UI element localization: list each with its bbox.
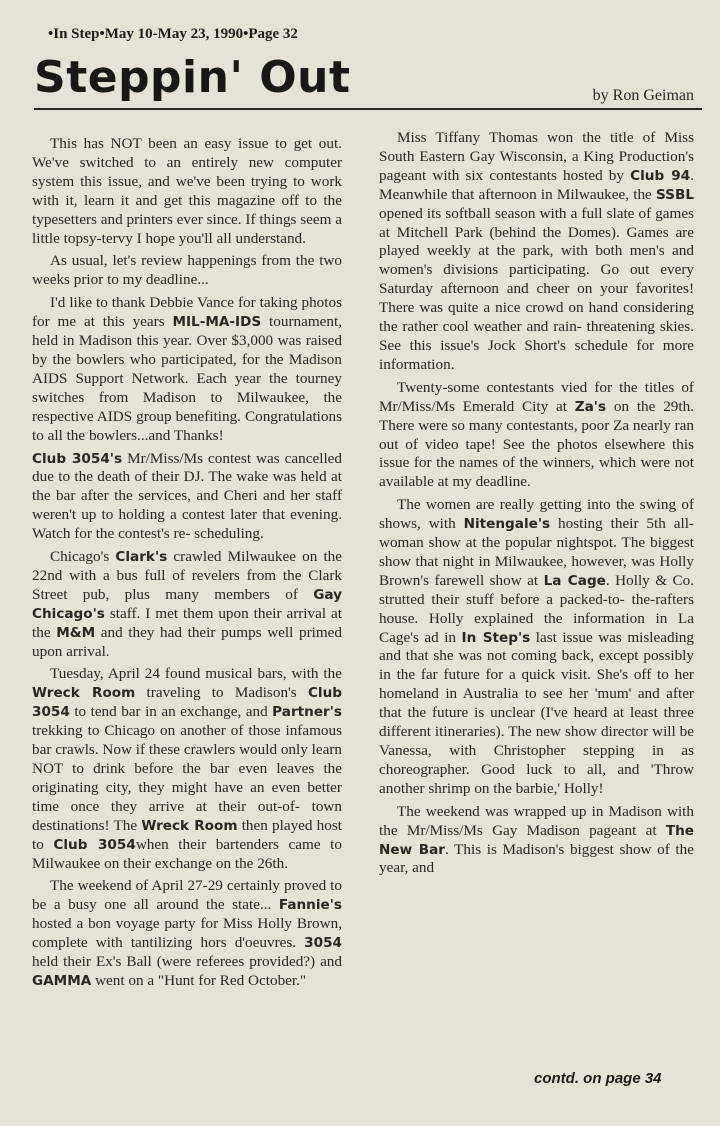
venue-name: Za's	[574, 398, 607, 415]
header-rule	[34, 108, 702, 110]
paragraph: The weekend of April 27-29 certainly proved to be a busy one all around the state... Fannie's hosted a bon voyage party for Miss Holly Brown, complete with tantilizing hors d'oeuvres. 3054 held their Ex's Ball (were referees provided?) and GAMMA went on a "Hunt for Red October."	[32, 877, 342, 989]
paragraph: Chicago's Clark's crawled Milwaukee on the 22nd with a bus full of revelers from the Clark Street pub, plus many members of Gay Chicago's staff. I met them upon their arrival at the M&M and they had their pumps well primed upon arrival.	[32, 548, 342, 660]
venue-name: GAMMA	[32, 972, 92, 989]
paragraph: Tuesday, April 24 found musical bars, with the Wreck Room traveling to Madison's Club 3054 to tend bar in an exchange, and Partner's trekking to Chicago on another of those infamous bar crawls. Now if these crawlers would only learn NOT to drink before the bar even leaves the originating city, they might have an even better time once they arrive at their out-of- town destinations! The Wreck Room then played host to Club 3054when their bartenders came to Milwaukee on their exchange on the 26th.	[32, 665, 342, 872]
venue-name: 3054	[304, 935, 342, 952]
byline: by Ron Geiman	[592, 87, 694, 104]
right-column	[379, 129, 694, 882]
venue-name: La Cage	[543, 572, 606, 589]
venue-name: Partner's	[272, 704, 342, 721]
paragraph: The weekend was wrapped up in Madison with the Mr/Miss/Ms Gay Madison pageant at The New Bar. This is Madison's biggest show of the year, and	[379, 802, 694, 877]
venue-name: Club 3054's	[32, 450, 123, 467]
column-title: Steppin' Out	[34, 52, 351, 103]
venue-name: Clark's	[115, 549, 168, 566]
venue-name: Club 94	[630, 167, 691, 184]
venue-name: MIL-MA-IDS	[172, 314, 262, 331]
paragraph: Club 3054's Mr/Miss/Ms contest was cancelled due to the death of their DJ. The wake was held at the bar after the services, and Cheri and her staff weren't up to holding a contest later that evening. Watch for the contest's re- scheduling.	[32, 449, 342, 543]
venue-name: SSBL	[656, 186, 694, 203]
venue-name: The New Bar	[379, 822, 694, 858]
paragraph: The women are really getting into the swing of shows, with Nitengale's hosting their 5th all- woman show at the popular nightspot. The biggest show that night in Milwaukee, however, was Holly Brown's farewell show at La Cage. Holly & Co. strutted their stuff before a packed-to- the-rafters house. Holly explained the information in La Cage's ad in In Step's last issue was misleading and that she was not coming back, except possibly in the far future for a quick visit. She's off to her homeland in Australia to see her 'mum' and after that the future is unclear (I've heard at least three different itineraries). The new show director will be Vanessa, with Christopher stepping in as choreographer. Good luck to all, and 'Throw another shrimp on the barbie,' Holly!	[379, 496, 694, 797]
paragraph: This has NOT been an easy issue to get out. We've switched to an entirely new computer system this issue, and we've been trying to work with it, learn it and get this magazine off to the typesetters and printers ever since. If things seem a little topsy-tervy I hope you'll all understand.	[32, 135, 342, 247]
venue-name: Wreck Room	[32, 685, 136, 702]
paragraph: I'd like to thank Debbie Vance for taking photos for me at this years MIL-MA-IDS tournament, held in Madison this year. Over $3,000 was raised by the bowlers who participated, for the Madison AIDS Support Network. Each year the tourney switches from Madison to Milwaukee, the respective AIDS group benefiting. Congratulations to all the bowlers...and Thanks!	[32, 294, 343, 444]
masthead: •In Step•May 10-May 23, 1990•Page 32	[48, 26, 298, 42]
continued-note: contd. on page 34	[534, 1070, 662, 1087]
venue-name: Gay Chicago's	[32, 586, 342, 622]
venue-name: Club 3054	[32, 685, 342, 721]
venue-name: Nitengale's	[463, 516, 551, 533]
venue-name: Fannie's	[278, 897, 342, 914]
venue-name: Wreck Room	[141, 817, 238, 834]
publication-name: In Step's	[461, 629, 531, 646]
venue-name: M&M	[56, 624, 96, 641]
paragraph: Twenty-some contestants vied for the titles of Mr/Miss/Ms Emerald City at Za's on the 29th. There were so many contestants, poor Za nearly ran out of video tape! See the photos elsewhere this issue for the names of the winners, which were not available at my deadline.	[379, 378, 695, 491]
paragraph: Miss Tiffany Thomas won the title of Miss South Eastern Gay Wisconsin, a King Production's pageant with six contestants hosted by Club 94. Meanwhile that afternoon in Milwaukee, the SSBL opened its softball season with a full slate of games at Mitchell Park (behind the Domes). Games are played weekly at the park, with both men's and women's divisions participating. Go out every Saturday afternoon and cheer on your favorites! There was quite a nice crowd on hand considering the rather cool weather and rain- threatening skies. See this issue's Jock Short's schedule for more information.	[379, 129, 694, 373]
paragraph: As usual, let's review happenings from the two weeks prior to my deadline...	[32, 252, 342, 289]
left-column	[32, 135, 342, 995]
venue-name: Club 3054	[53, 836, 136, 853]
